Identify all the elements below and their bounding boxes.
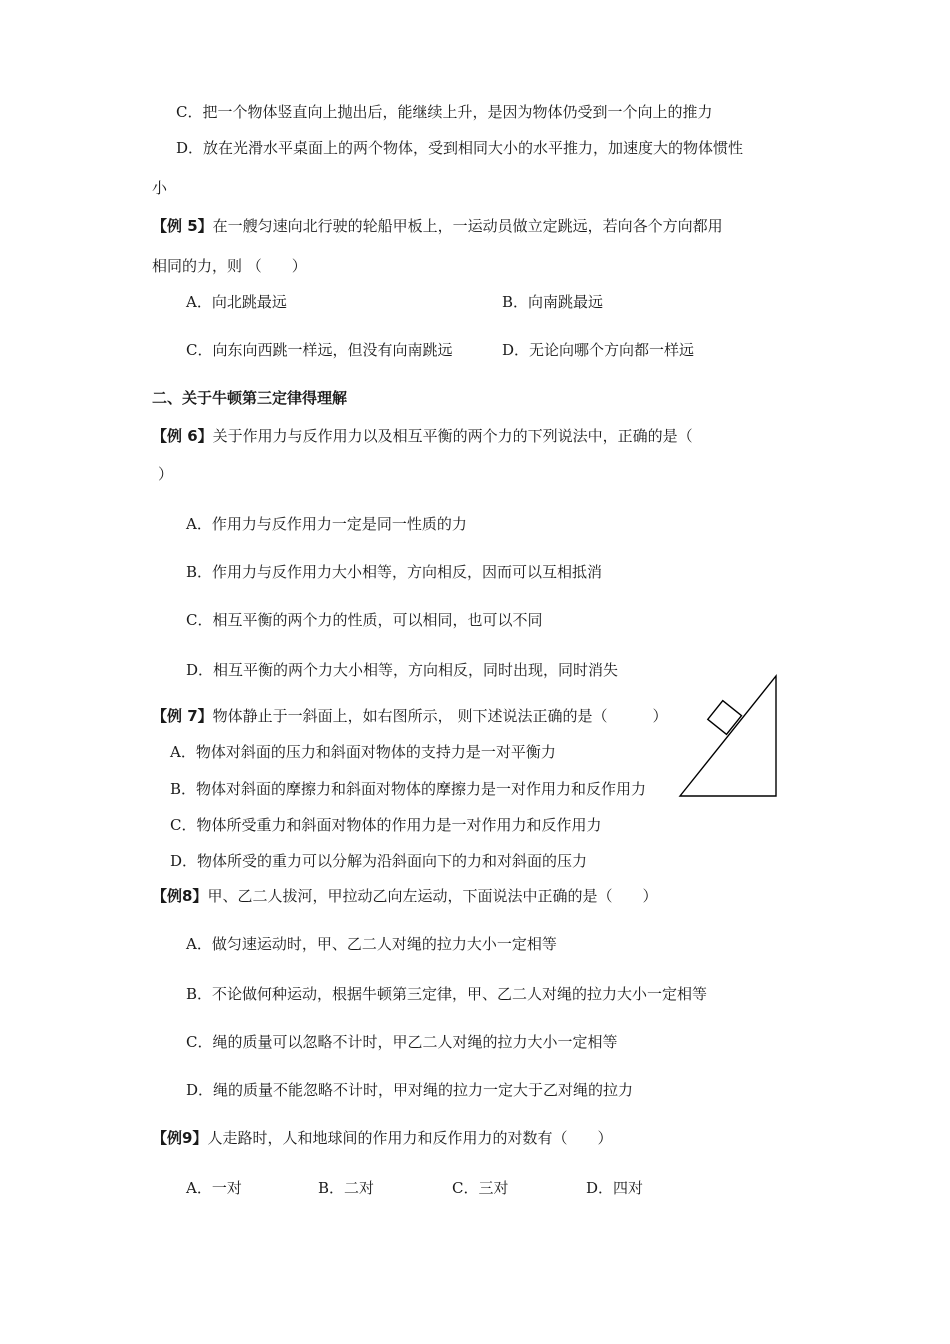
example-8-option-b: B．不论做何种运动，根据牛顿第三定律，甲、乙二人对绳的拉力大小一定相等	[186, 985, 708, 1003]
example-7-tag: 【例 7】	[152, 707, 213, 725]
example-9-tag: 【例9】	[152, 1129, 208, 1147]
example-8-question	[152, 886, 657, 906]
incline-diagram	[676, 672, 782, 800]
example-6-option-d: D．相互平衡的两个力大小相等，方向相反，同时出现，同时消失	[186, 661, 619, 679]
example-9-option-b: B．二对	[318, 1179, 375, 1197]
example-9-option-c: C．三对	[452, 1179, 509, 1197]
example-5-question-continued: 相同的力，则 （ ）	[152, 257, 307, 275]
example-5-text: 在一艘匀速向北行驶的轮船甲板上，一运动员做立定跳远，若向各个方向都用	[212, 217, 723, 235]
example-9-option-a: A．一对	[186, 1179, 242, 1197]
example-8-option-c: C．绳的质量可以忽略不计时，甲乙二人对绳的拉力大小一定相等	[186, 1033, 618, 1051]
example-7-question	[152, 706, 667, 726]
example-5-tag: 【例 5】	[152, 217, 213, 235]
example-7-text: 物体静止于一斜面上，如右图所示， 则下述说法正确的是（ ）	[212, 707, 668, 725]
example-8-option-d: D．绳的质量不能忽略不计时，甲对绳的拉力一定大于乙对绳的拉力	[186, 1081, 634, 1099]
example-8-tag: 【例8】	[152, 887, 208, 905]
option-d-continuation: 小	[152, 179, 168, 197]
example-5-question	[152, 216, 723, 236]
option-c-line: C．把一个物体竖直向上抛出后，能继续上升，是因为物体仍受到一个向上的推力	[176, 103, 713, 121]
example-6-tag: 【例 6】	[152, 427, 213, 445]
example-7-option-c: C．物体所受重力和斜面对物体的作用力是一对作用力和反作用力	[170, 816, 602, 834]
example-6-option-a: A．作用力与反作用力一定是同一性质的力	[186, 515, 467, 533]
example-7-option-b: B．物体对斜面的摩擦力和斜面对物体的摩擦力是一对作用力和反作用力	[170, 780, 647, 798]
example-6-text: 关于作用力与反作用力以及相互平衡的两个力的下列说法中，正确的是（	[212, 427, 693, 445]
example-5-option-d: D．无论向哪个方向都一样远	[502, 341, 695, 359]
section-heading: 二、关于牛顿第三定律得理解	[152, 389, 348, 407]
option-d-line: D．放在光滑水平桌面上的两个物体，受到相同大小的水平推力，加速度大的物体惯性	[176, 139, 744, 157]
example-8-option-a: A．做匀速运动时，甲、乙二人对绳的拉力大小一定相等	[186, 935, 557, 953]
example-6-question	[152, 426, 693, 446]
example-9-text: 人走路时，人和地球间的作用力和反作用力的对数有（ ）	[207, 1129, 613, 1147]
example-6-question-continued: ）	[158, 465, 174, 483]
example-5-option-b: B．向南跳最远	[502, 293, 604, 311]
example-6-option-c: C．相互平衡的两个力的性质，可以相同，也可以不同	[186, 611, 543, 629]
example-9-question	[152, 1128, 612, 1148]
example-5-option-c: C．向东向西跳一样远，但没有向南跳远	[186, 341, 453, 359]
example-6-option-b: B．作用力与反作用力大小相等，方向相反，因而可以互相抵消	[186, 563, 603, 581]
example-5-option-a: A．向北跳最远	[186, 293, 287, 311]
incline-triangle	[680, 676, 776, 796]
example-8-text: 甲、乙二人拔河，甲拉动乙向左运动，下面说法中正确的是（ ）	[207, 887, 658, 905]
example-7-option-d: D．物体所受的重力可以分解为沿斜面向下的力和对斜面的压力	[170, 852, 588, 870]
example-9-option-d: D．四对	[586, 1179, 644, 1197]
example-7-option-a: A．物体对斜面的压力和斜面对物体的支持力是一对平衡力	[170, 743, 556, 761]
